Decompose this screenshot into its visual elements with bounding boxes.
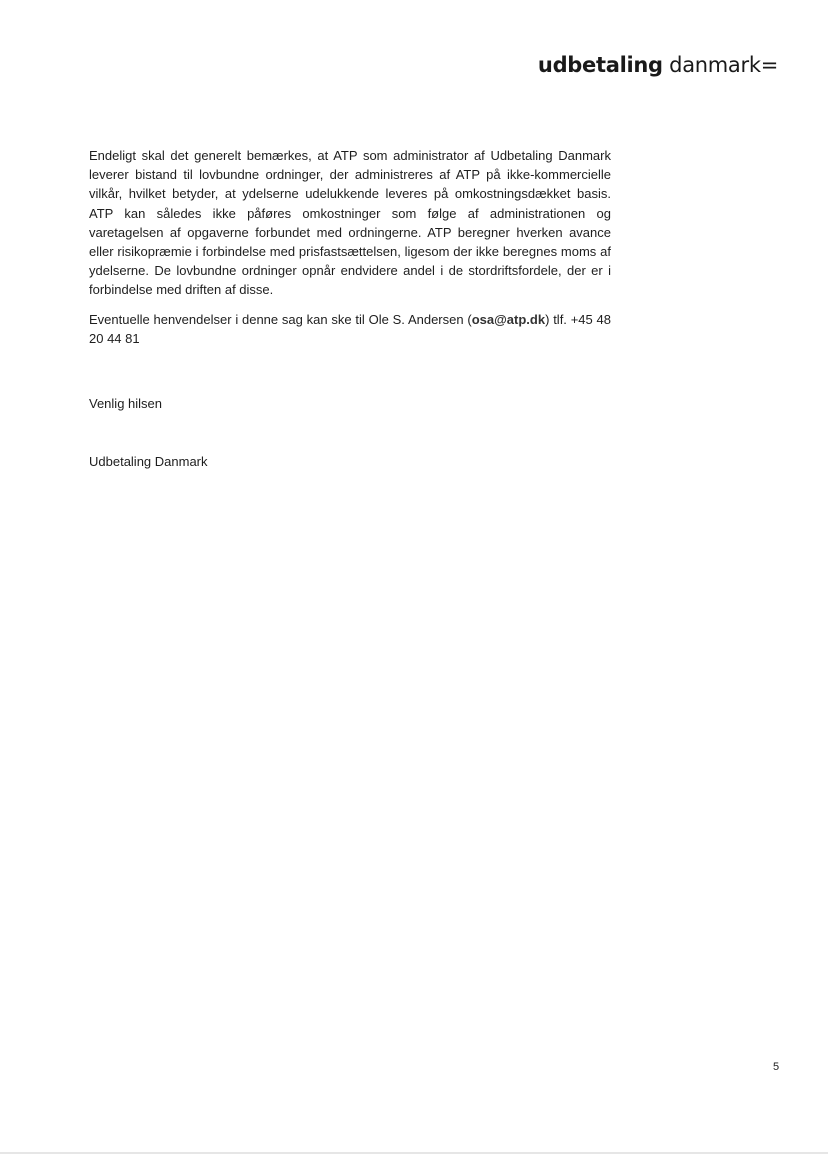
udbetaling-danmark-logo xyxy=(538,50,778,80)
logo-bold-text: udbetaling xyxy=(537,53,663,77)
logo-light-text: danmark= xyxy=(669,53,778,77)
sender-name: Udbetaling Danmark xyxy=(89,454,208,469)
contact-text-before: Eventuelle henvendelser i denne sag kan ske til Ole S. Andersen ( xyxy=(89,311,472,327)
closing-greeting: Venlig hilsen xyxy=(89,396,162,411)
page-number: 5 xyxy=(773,1061,780,1073)
scan-edge-line xyxy=(0,1152,828,1154)
paragraph-contact xyxy=(89,310,611,348)
paragraph-administration: Endeligt skal det generelt bemærkes, at ATP som administrator af Udbetaling Danmark leverer bistand til lovbundne ordninger, der administreres af ATP på ikke-kommercielle vilkår, hvilket betyder, at ydelserne udelukkende leveres på omkostningsdækket basis. ATP kan således ikke påføres omkostninger som følge af administrationen og varetagelsen af opgaverne forbundet med ordningerne. ATP beregner hverken avance eller risikopræmie i forbindelse med prisfastsættelsen, ligesom der ikke beregnes moms af ydelserne. De lovbundne ordninger opnår endvidere andel i de stordriftsfordele, der er i forbindelse med driften af disse. xyxy=(89,148,611,298)
contact-email: osa@atp.dk xyxy=(471,311,546,327)
contact-text-after: ) tlf. +45 48 20 44 81 xyxy=(89,311,611,346)
letter-body xyxy=(89,146,611,348)
